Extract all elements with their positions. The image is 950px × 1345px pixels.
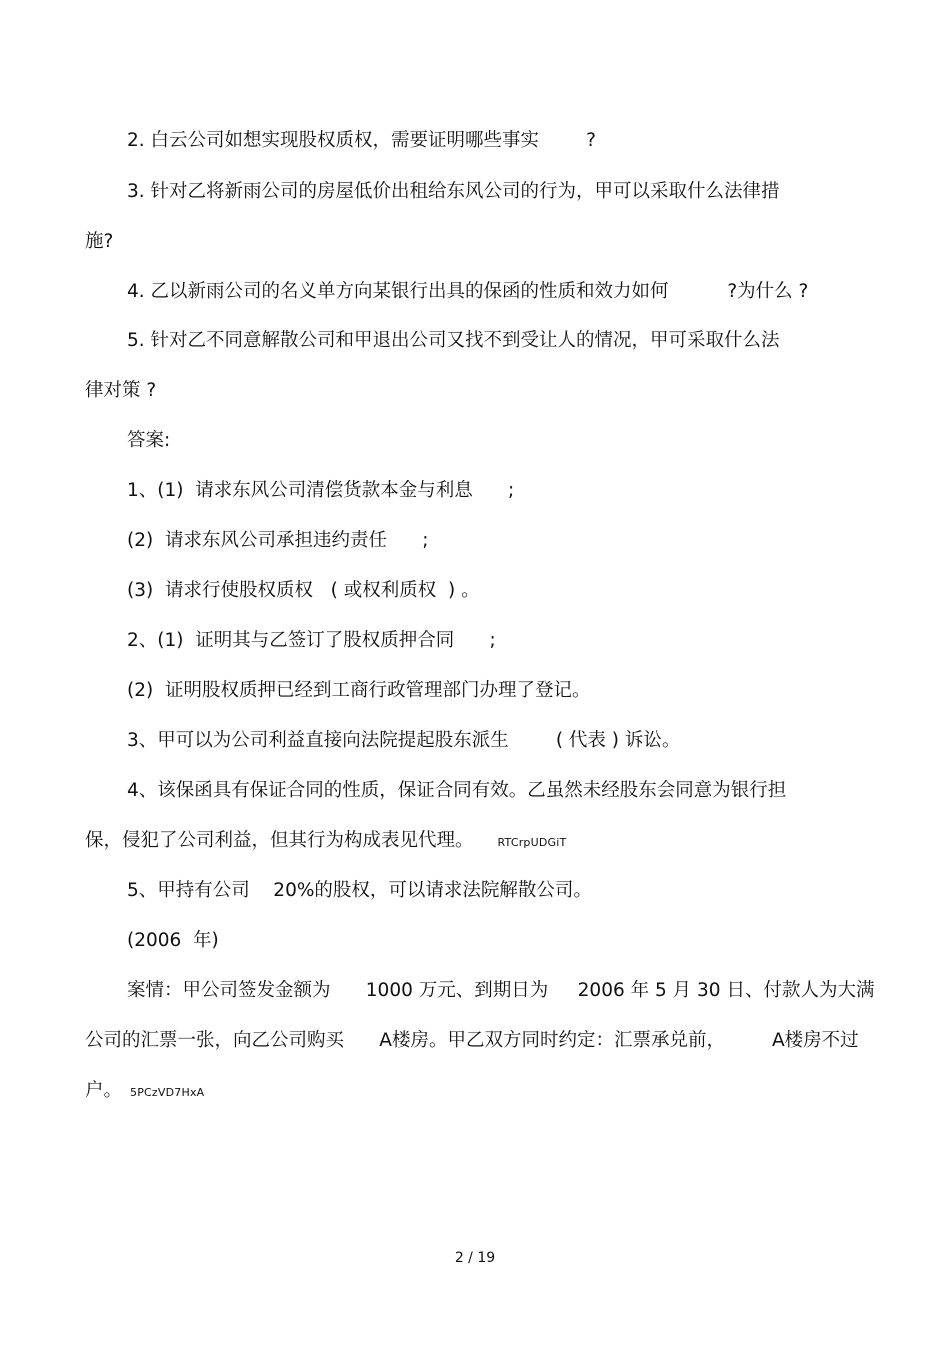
year-heading: (2006 年) bbox=[127, 930, 219, 951]
question-5-line1: 5. 针对乙不同意解散公司和甲退出公司又找不到受让人的情况，甲可采取什么法 bbox=[127, 330, 780, 351]
watermark-code: 5PCzVD7HxA bbox=[130, 1086, 205, 1099]
question-2: 2. 白云公司如想实现股权质权，需要证明哪些事实 ? bbox=[127, 130, 596, 151]
answer-1-item2: (2) 请求东风公司承担违约责任 ; bbox=[127, 530, 429, 551]
answer-5: 5、甲持有公司 20%的股权，可以请求法院解散公司。 bbox=[127, 880, 592, 901]
answer-4-line2 bbox=[85, 829, 566, 855]
page-number: 2 / 19 bbox=[454, 1250, 496, 1266]
case-line2: 公司的汇票一张，向乙公司购买 A楼房。甲乙双方同时约定：汇票承兑前， A楼房不过 bbox=[85, 1030, 859, 1051]
answer-4-text: 保，侵犯了公司利益，但其行为构成表见代理。 bbox=[85, 830, 474, 851]
answer-2-item2: (2) 证明股权质押已经到工商行政管理部门办理了登记。 bbox=[127, 680, 591, 701]
question-4: 4. 乙以新雨公司的名义单方向某银行出具的保函的性质和效力如何 ?为什么 ? bbox=[127, 281, 809, 302]
answer-2-item1: 2、(1) 证明其与乙签订了股权质押合同 ; bbox=[127, 630, 496, 651]
answer-1-item1: 1、(1) 请求东风公司清偿货款本金与利息 ; bbox=[127, 480, 515, 501]
question-5-line2: 律对策 ? bbox=[85, 380, 157, 401]
question-3-line1: 3. 针对乙将新雨公司的房屋低价出租给东风公司的行为，甲可以采取什么法律措 bbox=[127, 181, 780, 202]
answer-3: 3、甲可以为公司利益直接向法院提起股东派生 ( 代表 ) 诉讼。 bbox=[127, 730, 681, 751]
case-line3 bbox=[85, 1079, 204, 1105]
answer-heading: 答案: bbox=[127, 430, 171, 451]
case-line1: 案情：甲公司签发金额为 1000 万元、到期日为 2006 年 5 月 30 日、付款人为大满 bbox=[127, 980, 875, 1001]
case-text: 户。 bbox=[85, 1080, 123, 1101]
question-3-line2: 施? bbox=[85, 231, 114, 252]
watermark-code: RTCrpUDGiT bbox=[497, 836, 567, 849]
answer-1-item3: (3) 请求行使股权质权 ( 或权利质权 ) 。 bbox=[127, 580, 480, 601]
answer-4-line1: 4、该保函具有保证合同的性质，保证合同有效。乙虽然未经股东会同意为银行担 bbox=[127, 780, 787, 801]
